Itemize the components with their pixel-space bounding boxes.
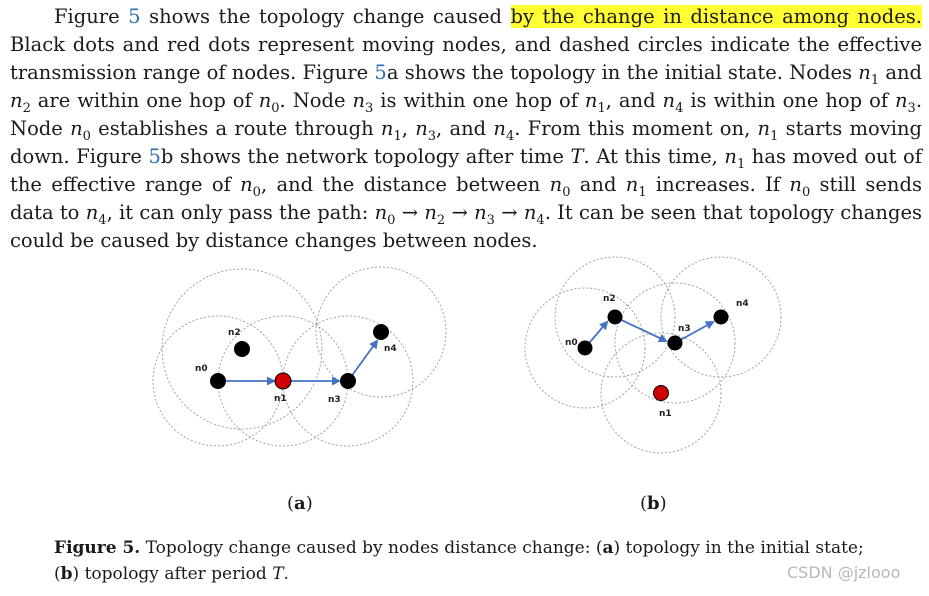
var-n: n: [10, 89, 23, 112]
text-span: . It can be seen that topology changes could be caused by distance changes between nodes.: [10, 201, 922, 252]
text-span: has moved out of the effective range of: [10, 145, 922, 196]
node-label: n3: [328, 395, 341, 405]
node-n0: [210, 373, 226, 389]
var-n: n: [258, 89, 272, 112]
sub: 4: [675, 100, 684, 116]
text-span: starts moving down. Figure: [10, 117, 923, 168]
caption-label: Figure 5.: [54, 538, 141, 558]
figure-reference-link[interactable]: 5: [128, 5, 141, 28]
range-circles-a: [153, 267, 446, 446]
sub: 0: [82, 128, 91, 144]
highlighted-text: by the change in distance among nodes.: [510, 5, 922, 28]
sub: 1: [736, 156, 746, 172]
caption-letter: a: [602, 538, 614, 558]
var-n: n: [85, 201, 99, 224]
node-label: n0: [565, 338, 578, 348]
caption-text: ) topology after period: [72, 564, 273, 584]
var-n: n: [549, 173, 563, 196]
var-n: n: [374, 201, 388, 224]
text-span: , and: [605, 89, 663, 112]
node-label: n4: [736, 299, 749, 309]
range-circles-b: [525, 257, 781, 453]
var-n: n: [625, 173, 639, 196]
node-label: n4: [384, 344, 397, 354]
sub: 4: [98, 212, 107, 228]
var-n: n: [424, 201, 437, 224]
text-span: Figure: [54, 5, 129, 28]
node-n4: [714, 310, 729, 325]
var-n: n: [523, 201, 537, 224]
text-span: are within one hop of: [30, 89, 259, 112]
var-n: n: [380, 117, 394, 140]
text-span: still sends data to: [10, 173, 922, 224]
sub: 1: [770, 128, 779, 144]
var-n: n: [789, 173, 802, 196]
panel-letter: a: [294, 493, 306, 514]
sub: 1: [638, 184, 647, 200]
var-t: T: [570, 145, 584, 168]
label-part: ): [659, 493, 667, 514]
var-n: n: [858, 61, 871, 84]
caption-text: .: [283, 564, 289, 584]
panel-b-diagram: [525, 257, 781, 453]
var-n: n: [894, 89, 908, 112]
var-n: n: [240, 173, 253, 196]
node-n3: [668, 336, 683, 351]
text-span: and: [879, 61, 922, 84]
sub: 3: [907, 100, 916, 116]
var-n: n: [662, 89, 676, 112]
node-n0: [578, 341, 593, 356]
figure-reference-link[interactable]: 5: [374, 61, 387, 84]
label-part: ): [305, 493, 313, 514]
panel-a-label: [287, 493, 313, 514]
var-t: T: [272, 564, 284, 584]
node-n2: [608, 310, 623, 325]
caption-text: Topology change caused by nodes distance change: (: [140, 538, 603, 558]
sub: 0: [387, 212, 396, 228]
text-span: ,: [401, 117, 416, 140]
text-span: is within one hop of: [373, 89, 585, 112]
sub: 0: [252, 184, 261, 200]
node-n3: [340, 373, 356, 389]
panel-letter: b: [647, 493, 660, 514]
var-n: n: [584, 89, 598, 112]
text-span: is within one hop of: [683, 89, 895, 112]
arrow: →: [445, 201, 475, 224]
sub: 4: [505, 128, 515, 144]
sub: 3: [427, 128, 437, 144]
route-arrow: [615, 317, 666, 341]
caption-letter: b: [60, 564, 73, 584]
text-span: . Node: [279, 89, 353, 112]
var-n: n: [493, 117, 506, 140]
caption-text: ) topology in the initial state; (: [54, 538, 864, 584]
text-span: Black dots and red dots represent moving nodes, and dashed circles indicate the effective transmission range of nodes. Figure: [10, 33, 922, 84]
text-span: , and: [436, 117, 494, 140]
node-n1: [654, 386, 669, 401]
node-label: n2: [228, 328, 241, 338]
sub: 0: [562, 184, 571, 200]
figure-reference-link[interactable]: 5: [148, 145, 161, 168]
var-n: n: [70, 117, 83, 140]
text-span: , and the distance between: [260, 173, 550, 196]
panel-b-label: [640, 493, 667, 514]
text-span: establishes a route through: [90, 117, 381, 140]
text-span: . At this time,: [583, 145, 725, 168]
var-n: n: [724, 145, 737, 168]
figure-caption: [54, 535, 884, 587]
node-n4: [373, 324, 389, 340]
var-n: n: [757, 117, 771, 140]
sub: 1: [393, 128, 402, 144]
var-n: n: [474, 201, 487, 224]
node-label: n3: [678, 324, 691, 334]
panel-a-diagram: [153, 267, 446, 446]
sub: 0: [271, 100, 280, 116]
text-span: . Node: [10, 89, 923, 140]
sub: 1: [870, 72, 880, 88]
label-part: (: [640, 493, 648, 514]
text-span: and: [570, 173, 626, 196]
label-part: (: [287, 493, 295, 514]
node-n2: [234, 341, 250, 357]
node-label: n1: [659, 409, 672, 419]
node-label: n0: [195, 364, 208, 374]
sub: 3: [365, 100, 374, 116]
sub: 4: [536, 212, 545, 228]
arrow: →: [494, 201, 524, 224]
sub: 1: [597, 100, 606, 116]
sub: 2: [436, 212, 446, 228]
text-span: shows the topology change caused: [140, 5, 511, 28]
sub: 0: [801, 184, 811, 200]
text-span: b shows the network topology after time: [160, 145, 571, 168]
sub: 2: [22, 100, 31, 116]
watermark: CSDN @jzlooo: [787, 563, 901, 582]
text-span: increases. If: [646, 173, 790, 196]
text-span: , it can only pass the path:: [106, 201, 375, 224]
sub: 3: [486, 212, 495, 228]
var-n: n: [415, 117, 428, 140]
node-n1: [275, 373, 291, 389]
arrow: →: [395, 201, 425, 224]
text-span: a shows the topology in the initial state. Nodes: [386, 61, 859, 84]
node-label: n1: [274, 394, 287, 404]
text-span: . From this moment on,: [514, 117, 758, 140]
var-n: n: [352, 89, 366, 112]
node-label: n2: [603, 294, 616, 304]
